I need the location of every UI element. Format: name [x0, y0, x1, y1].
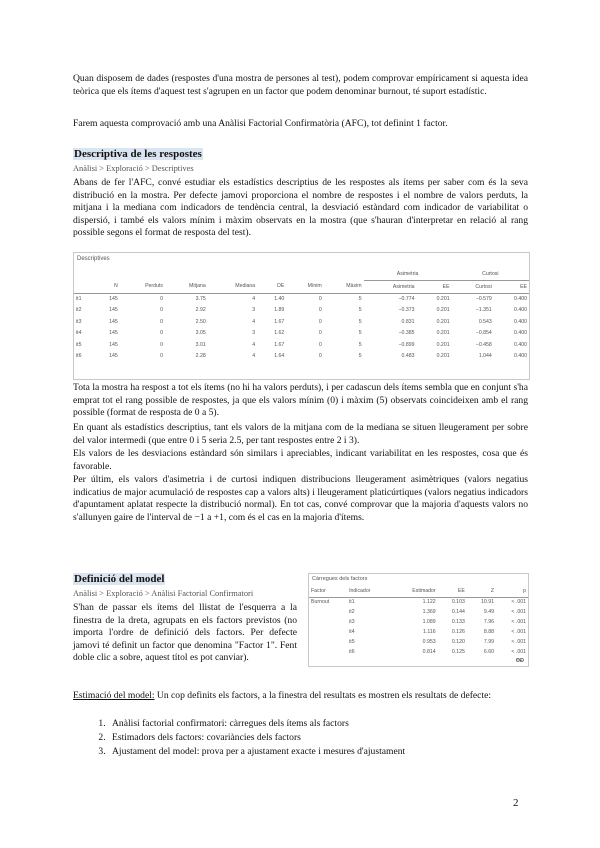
- table-cell: 0.400: [514, 353, 527, 360]
- column-header: DE: [277, 283, 285, 290]
- factor-loadings-title: Càrregues dels factors: [312, 576, 368, 582]
- table-cell: it1: [349, 599, 355, 606]
- column-header: Asimetria: [392, 283, 415, 290]
- column-header: EE: [520, 283, 527, 290]
- factor-loadings-table: [309, 586, 528, 657]
- estimation-label: Estimació del model:: [73, 690, 155, 701]
- table-cell: 145: [109, 296, 118, 302]
- table-cell: 145: [109, 318, 118, 325]
- table-cell: 5: [358, 318, 362, 325]
- table-cell: 1.089: [422, 619, 436, 625]
- table-cell: 0.201: [436, 307, 450, 314]
- table-cell: 5: [358, 330, 362, 337]
- table-cell: 0: [318, 341, 322, 348]
- table-cell: 0.201: [436, 330, 450, 337]
- table-cell: 3.01: [195, 341, 206, 348]
- table-cell: 0.126: [451, 629, 465, 635]
- table-cell: it3: [349, 619, 355, 625]
- column-header: Mediana: [235, 283, 256, 290]
- table-row: [309, 627, 528, 637]
- table-cell: 1.369: [422, 609, 436, 615]
- table-cell: 0.400: [514, 330, 527, 337]
- section-title-descriptives: Descriptiva de les respostes: [74, 148, 202, 160]
- list-item: 2. Estimadors dels factors: covariàncies dels factors: [108, 731, 538, 745]
- factor-cell: [309, 607, 347, 617]
- table-cell: 7.96: [483, 619, 495, 625]
- table-cell: 145: [109, 353, 118, 360]
- table-row: [74, 328, 529, 340]
- column-header: p: [523, 588, 526, 595]
- table-row: [309, 607, 528, 617]
- table-cell: 0: [160, 330, 163, 337]
- table-cell: 0: [160, 341, 163, 348]
- table-cell: 0.953: [422, 639, 436, 645]
- table-cell: −0.899: [398, 341, 415, 348]
- missing-values-paragraph: Tota la mostra ha respost a tot els ítems (no hi ha valors perduts), i per cadascun dels ítems sembla que en conjunt s'ha emprat tot el rang possible de respostes, ja que els valors mínim (0) i màxim (5) observats coincideixen amb el rang possible (format de resposta de 0 a 5).: [73, 382, 528, 419]
- table-cell: 1.044: [478, 353, 492, 360]
- table-cell: < .001: [511, 619, 526, 625]
- table-cell: 4: [252, 318, 256, 325]
- table-cell: 0.120: [451, 639, 465, 645]
- table-cell: < .001: [511, 629, 526, 635]
- column-header: Factor: [311, 588, 326, 595]
- table-row: [309, 647, 528, 657]
- table-cell: 0.400: [514, 318, 527, 325]
- table-cell: it5: [349, 639, 355, 645]
- table-cell: 1.67: [274, 318, 285, 325]
- table-cell: it5: [76, 341, 82, 348]
- table-cell: 0: [318, 307, 322, 314]
- table-cell: 0.133: [451, 619, 465, 625]
- table-cell: 0.400: [514, 296, 527, 302]
- table-cell: it2: [349, 609, 355, 615]
- table-cell: 1.40: [274, 296, 285, 302]
- table-cell: it2: [76, 307, 82, 314]
- table-row: [309, 637, 528, 647]
- factor-cell: [309, 627, 347, 637]
- default-results-list: [88, 717, 538, 759]
- table-cell: 1.122: [422, 599, 436, 606]
- table-cell: 0.483: [401, 353, 415, 360]
- column-header: Curtosi: [475, 283, 492, 290]
- table-cell: 145: [109, 330, 118, 337]
- table-row: [74, 351, 529, 363]
- table-cell: it3: [76, 318, 82, 325]
- table-cell: 3: [252, 330, 256, 337]
- table-cell: 5: [358, 296, 362, 302]
- table-cell: it1: [76, 296, 82, 302]
- section-title-model: Definició del model: [74, 573, 165, 585]
- column-header: Indicador: [349, 588, 371, 595]
- column-header: Màxim: [346, 283, 362, 290]
- table-cell: 0.400: [514, 307, 527, 314]
- table-cell: 9.49: [483, 609, 495, 615]
- table-cell: 5: [358, 353, 362, 360]
- table-cell: 0.831: [401, 318, 415, 325]
- table-cell: −0.579: [475, 296, 492, 302]
- table-cell: 2.50: [195, 318, 206, 325]
- table-cell: 0: [160, 307, 163, 314]
- page-number: 2: [513, 797, 519, 809]
- table-cell: 1.62: [274, 330, 285, 337]
- table-cell: 0: [160, 296, 163, 302]
- table-cell: −0.774: [398, 296, 415, 302]
- table-cell: 1.67: [274, 341, 285, 348]
- column-header: Z: [490, 588, 495, 595]
- factor-cell: Burnout: [311, 599, 330, 606]
- table-cell: 4: [252, 353, 256, 360]
- table-cell: 6.60: [483, 649, 495, 655]
- table-cell: 145: [109, 307, 118, 314]
- column-header: [74, 280, 94, 293]
- table-row: [309, 617, 528, 627]
- estimation-paragraph: [73, 690, 528, 703]
- column-header: Estimador: [412, 588, 436, 595]
- table-cell: < .001: [511, 649, 526, 655]
- table-cell: −1.351: [475, 307, 492, 314]
- jamovi-mark: ΘÐ: [515, 658, 524, 664]
- table-cell: 7.99: [483, 639, 495, 645]
- column-header: Perduts: [145, 283, 163, 290]
- list-item: 3. Ajustament del model: prova per a ajustament exacte i mesures d'ajustament: [108, 745, 538, 759]
- table-cell: 1.64: [274, 353, 285, 360]
- table-row: [74, 316, 529, 328]
- list-item: 1. Anàlisi factorial confirmatori: càrregues dels ítems als factors: [108, 717, 538, 731]
- descriptives-table-title: Descriptives: [77, 256, 110, 262]
- table-cell: 0: [318, 353, 322, 360]
- table-cell: 2.92: [195, 307, 206, 314]
- table-cell: it6: [349, 649, 355, 655]
- table-cell: 10.91: [481, 599, 495, 606]
- table-cell: 0.814: [422, 649, 436, 655]
- estimation-text: Un cop definits els factors, a la finestra del resultats es mostren els resultats de defecte:: [154, 690, 491, 701]
- table-row: [74, 293, 529, 305]
- table-cell: −0.385: [398, 330, 415, 337]
- table-cell: < .001: [511, 599, 526, 606]
- factor-cell: [309, 617, 347, 627]
- descriptives-table-panel: [73, 252, 530, 380]
- table-cell: 0: [160, 353, 163, 360]
- model-definition-paragraph: S'han de passar els ítems del llistat de l'esquerra a la finestra de la dreta, agrupats en els factors previstos (no importa l'ordre de definició dels factors. Per defecte jamovi té definit un factor que denomina "Factor 1". Fent doble clic a sobre, aquest títol es pot canviar).: [73, 602, 297, 664]
- table-cell: 3.05: [195, 330, 206, 337]
- table-cell: 3: [252, 307, 256, 314]
- table-cell: 5: [358, 341, 362, 348]
- table-cell: 4: [252, 341, 256, 348]
- table-cell: 4: [252, 296, 256, 302]
- kurtosis-group-header: Curtosi: [452, 268, 529, 280]
- table-cell: 0.201: [436, 341, 450, 348]
- table-cell: 0: [318, 330, 322, 337]
- column-header: EE: [457, 588, 465, 595]
- factor-cell: [309, 637, 347, 647]
- table-cell: < .001: [511, 609, 526, 615]
- table-cell: 0.103: [451, 599, 465, 606]
- table-cell: −0.373: [398, 307, 415, 314]
- descriptives-table: [74, 268, 529, 362]
- breadcrumb-model: Anàlisi > Exploració > Anàlisi Factorial Confirmatori: [73, 589, 254, 598]
- table-cell: 0: [318, 318, 322, 325]
- table-cell: 8.88: [483, 629, 495, 635]
- column-header: N: [113, 283, 118, 290]
- central-tendency-paragraph: En quant als estadístics descriptius, tant els valors de la mitjana com de la mediana se situen lleugerament per sobre del valor intermedi (que entre 0 i 5 seria 2.5, per tant respostes entre 2 i 3).: [73, 422, 528, 446]
- table-cell: 0.543: [478, 318, 492, 325]
- table-cell: 1.89: [274, 307, 285, 314]
- table-cell: 145: [109, 341, 118, 348]
- table-cell: 2.28: [195, 353, 206, 360]
- column-header: EE: [442, 283, 450, 290]
- intro-paragraph-2: Farem aquesta comprovació amb una Anàlisi Factorial Confirmatòria (AFC), tot definint 1 factor.: [73, 118, 448, 129]
- table-cell: it4: [76, 330, 82, 337]
- factor-cell: [309, 647, 347, 657]
- table-cell: 0: [160, 318, 163, 325]
- table-row: [74, 305, 529, 317]
- breadcrumb-descriptives: Anàlisi > Exploració > Descriptives: [73, 164, 194, 173]
- table-cell: −0.854: [475, 330, 492, 337]
- table-cell: 0.201: [436, 296, 450, 302]
- table-cell: −0.458: [475, 341, 492, 348]
- table-cell: 0.201: [436, 318, 450, 325]
- table-cell: 0: [318, 296, 322, 302]
- table-row: [309, 597, 528, 607]
- variability-paragraph: Els valors de les desviacions estàndard són similars i apreciables, indicant variabilitat en les respostes, cosa que és favorable.: [73, 448, 528, 472]
- shape-paragraph: Per últim, els valors d'asimetria i de curtosi indiquen distribucions lleugerament asimètriques (valors negatius indicatius de major acumulació de respostes cap a valors alts) i lleugerament platicúrtiques (valors negatius indicadors d'apuntament aplatat respecte la distribució normal). En tot cas, convé comprovar que la majoria d'aquests valors no s'allunyen gaire de l'interval de −1 a +1, com és el cas en la majoria d'ítems.: [73, 474, 528, 523]
- factor-loadings-panel: [308, 573, 529, 667]
- table-cell: 0.144: [451, 609, 465, 615]
- column-header: Mitjana: [189, 283, 206, 290]
- table-row: [74, 339, 529, 351]
- table-cell: 0.201: [436, 353, 450, 360]
- table-cell: < .001: [511, 639, 526, 645]
- table-cell: 3.75: [195, 296, 206, 302]
- table-cell: it6: [76, 353, 82, 360]
- table-cell: it4: [349, 629, 355, 635]
- intro-paragraph: Quan disposem de dades (respostes d'una mostra de persones al test), podem comprovar empíricament si aquesta idea teòrica que els ítems d'aquest test s'agrupen en un factor que podem denominar burnout, té suport estadístic.: [73, 73, 528, 97]
- table-cell: 5: [358, 307, 362, 314]
- descriptives-intro-paragraph: Abans de fer l'AFC, convé estudiar els estadístics descriptius de les respostes als ítems per saber com és la seva distribució en la mostra. Per defecte jamovi proporciona el nombre de respostes i el nombre de valors perduts, la mitjana i la mediana com indicadors de tendència central, la desviació estàndard com indicador de variabilitat o dispersió, i també els valors mínim i màxim observats en la mostra (que s'hauran d'interpretar en relació al rang possible segons el format de resposta del test).: [73, 177, 528, 239]
- table-cell: 1.116: [423, 629, 436, 635]
- column-header: Mínim: [307, 283, 322, 290]
- table-cell: 0.125: [451, 649, 465, 655]
- asymmetry-group-header: Asimetria: [364, 268, 452, 280]
- table-cell: 0.400: [514, 341, 527, 348]
